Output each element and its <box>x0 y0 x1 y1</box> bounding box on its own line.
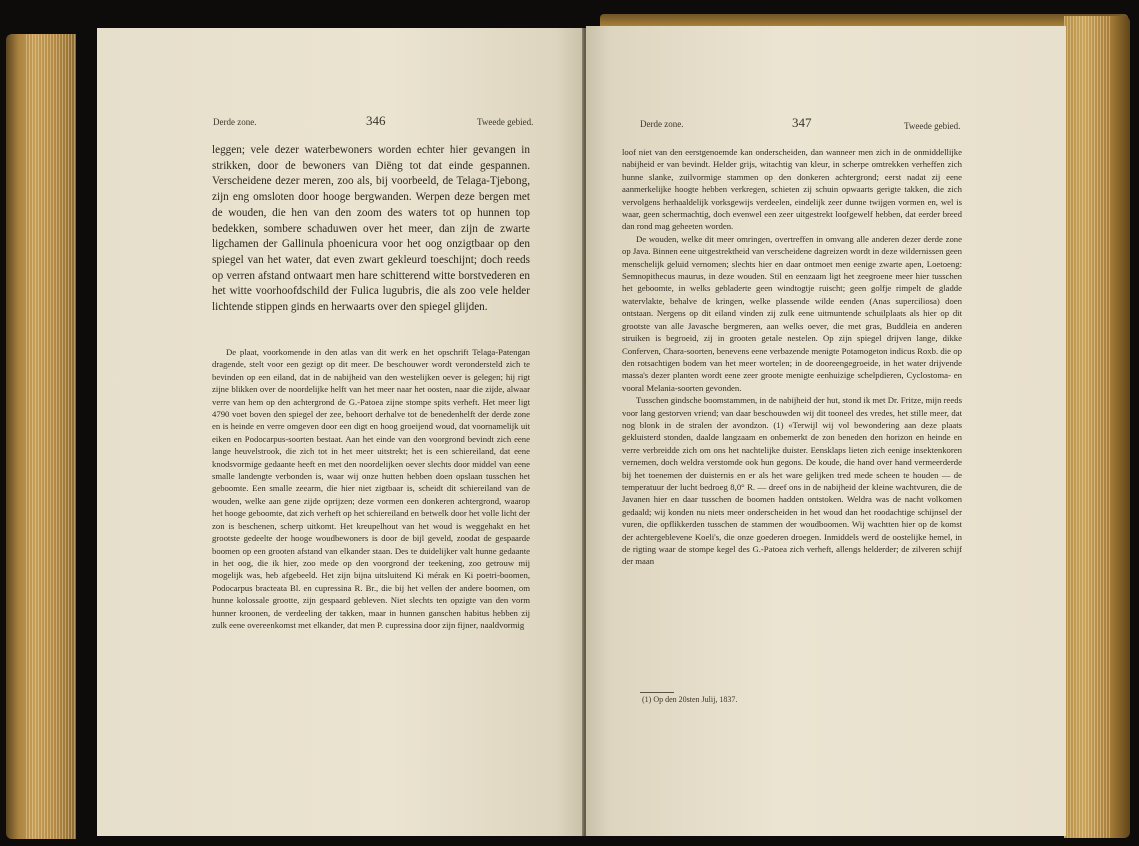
right-paragraph-3: Tusschen gindsche boomstammen, in de nabijheid der hut, stond ik met Dr. Fritze, mijn reeds voor lang gestorven vriend; van daar beschouwden wij dit tooneel des vredes, het stille meer, dat nog blonk in de stralen der avondzon. (1) «Terwijl wij vol bewondering aan deze plaats gekluisterd stonden, daalde langzaam en onbemerkt de zon beneden den horizon en heinde en verre verbreidde zich om ons het nachtelijke duister. Eensklaps lieten zich eenige insektenkoren vernemen, doch weldra verstomde ook hun gegons. De koude, die hand over hand vermeerderde bij het toenemen der duisternis en er als het ware gelijken tred mede scheen te houden — de temperatuur der lucht bedroeg 8,0° R. — dreef ons in de nabijheid der kleine wachtvuren, die de Javanen hier en daar tusschen de boomen hadden ontstoken. Weldra was de nacht volkomen gedaald; wij konden nu niets meer onderscheiden in het woud dan het roodachtige schijnsel der vuren, die opflikkerden tusschen de stammen der woudboomen. Wij wachtten hier op de komst der achtergeblevene Koeli's, die onze goederen droegen. Inmiddels werd de oostelijke hemel, in de rigting waar de stompe kegel des G.-Patoea zich verheft, allengs helderder; de zilveren schijf der maan <box>622 395 962 567</box>
left-main-text <box>212 143 530 316</box>
right-paragraph-2: De wouden, welke dit meer omringen, overtreffen in omvang alle anderen dezer derde zone op Java. Binnen eene uitgestrektheid van verscheidene dagreizen wordt in deze wildernissen geen menschelijk geluid vernomen; slechts hier en daar ontmoet men eenige zwarte apen, Loetoeng: Semnopithecus maurus, in deze wouden. Stil en eenzaam ligt het zeegroene meer hier tusschen het geboomte, in welks gebladerte geen windtogtje ruischt; geen golfje rimpelt de gladde watervlakte, behalve de kringen, welke plassende wilde eenden (Anas superciliosa) doen ontstaan. Nergens op dit eiland vinden zij zulk eene uitmuntende schuilplaats als hier op dit grootste van alle Javasche bergmeren, aan welks oever, die met gras, Buddleia en anderen struiken is begroeid, zij in grooten getale nestelen. Op zijn spiegel drijven lange, dikke Conferven, Chara-soorten, benevens eene verbazende menigte Potamogeton indicus Roxb. die op den rotsachtigen bodem van het meer wortelen; in de dooreengegroeide, in het water drijvende massa's dezer planten wordt eene zeer groote menigte eenhuizige schelpdieren, Cyclostoma- en vooral Melania-soorten gevonden. <box>622 233 962 393</box>
left-small-paragraph: De plaat, voorkomende in den atlas van dit werk en het opschrift Telaga-Patengan dragende, stelt voor een gezigt op dit meer. De beschouwer wordt verondersteld zich te bevinden op een eiland, dat in de nabijheid van den westelijken oever is gelegen; hij rigt zijne blikken over de noordelijke helft van het meer naar het oosten, naar die zijde, alwaar verre van hem op den achtergrond de G.-Patoea zijne stompe spits verheft. Het meer ligt 4790 voet boven den spiegel der zee, behoort derhalve tot de benedenhelft der derde zone en is heinde en verre omgeven door een digt en hoog groeijend woud, dat voornamelijk uit eiken en Podocarpus-soorten bestaat. Aan het einde van den voorgrond bevindt zich eene lange heuvelstrook, die zich tot in het meer uitstrekt; het is een schiereiland, dat eene knodsvormige gedaante heeft en met den noordelijken oever slechts door middel van eene smalle landengte verbonden is, waar wij onze hutten hebben doen opslaan tusschen het geboomte. Een smalle zeearm, die hier niet zigtbaar is, scheidt dit schiereiland van de wouden, welke aan gene zijde oprijzen; deze vormen een donkeren achtergrond, waarop het hooge geboomte, dat zich verheft op het schiereiland en betwelk door het volle licht der zon is beschenen, scherp uitkomt. Het kreupelhout van het woud is weggehakt en het grootste gedeelte der hooge woudbewoners is door de bijl geveld, zoodat de gespaarde boomen op een grooten afstand van elkander staan. Des te duidelijker valt hunne gedaante in het oog, die ik hier, zoo mede op den voorgrond der teekening, zoo getrouw mij mogelijk was, heb afgebeeld. Het zijn bijna uitsluitend Ki mérak en Ki poetri-boomen, Podocarpus bracteata Bl. en cupressina R. Br., die bij het vellen der andere boomen, om hunne kolossale grootte, zijn gespaard gebleven. Niet slechts ten opzigte van den vorm hunner kroonen, de verdeeling der takken, maar in hunnen ganschen habitus hebben zij zulk eene overeenkomst met elkander, dat men P. cupressina door zijn fijner, naaldvormig <box>212 347 530 630</box>
left-page-edges <box>6 34 76 839</box>
right-page-number: 347 <box>792 115 812 130</box>
right-running-head-region: Tweede gebied. <box>904 121 961 131</box>
right-text-block <box>622 146 962 568</box>
left-plate-description <box>212 346 530 631</box>
right-running-head-zone: Derde zone. <box>640 119 684 129</box>
left-page-number: 346 <box>366 113 386 128</box>
footnote-rule <box>640 692 674 693</box>
left-main-paragraph: leggen; vele dezer waterbewoners worden echter hier gevangen in strikken, door de bewoners van Diëng tot dat einde gespannen. Verscheidene dezer meren, zoo als, bij voorbeeld, de Telaga-Tjebong, zijn eng omsloten door hooge bergwanden. Werpen deze bergen met de wouden, die hen van den zoom des waters tot op hunnen top bedekken, sombere schaduwen over het meer, dan zijn de zwarte ligchamen der Gallinula phoenicura voor het oog onzigtbaar op den spiegel van het water, dat even zwart gekleurd toeschijnt; doch reeds op verren afstand ontwaart men hare schitterend witte borstvederen en het witte voorhoofdschild der Fulica lugubris, die als zoo vele helder lichtende stippen ginds en herwaarts over den spiegel glijden. <box>212 144 530 314</box>
left-running-head-zone: Derde zone. <box>213 117 257 127</box>
left-running-head-region: Tweede gebied. <box>477 117 534 127</box>
footnote: (1) Op den 20sten Julij, 1837. <box>642 695 738 704</box>
right-paragraph-1: loof niet van den eerstgenoemde kan onderscheiden, dan wanneer men zich in de onmiddellijke nabijheid er van bevindt. Helder grijs, witachtig van kleur, in scherpe omtrekken verheffen zich hunne slanke, zuilvormige stammen op den donkeren achtergrond; eerst nadat zij eene aanmerkelijke hoogte hebben verkregen, schieten zij schuin opwaarts gerigte takken, die zich vervolgens herhaaldelijk vorksgewijs verdeelen, eindelijk zeer dunne twijgen vormen en, wel is waar, geen schermachtig, doch evenwel een zeer uitgestrekt loofgewelf hebben, dat eerder breed dan rond mag geheeten worden. <box>622 147 962 232</box>
right-page-edges <box>1064 16 1130 838</box>
